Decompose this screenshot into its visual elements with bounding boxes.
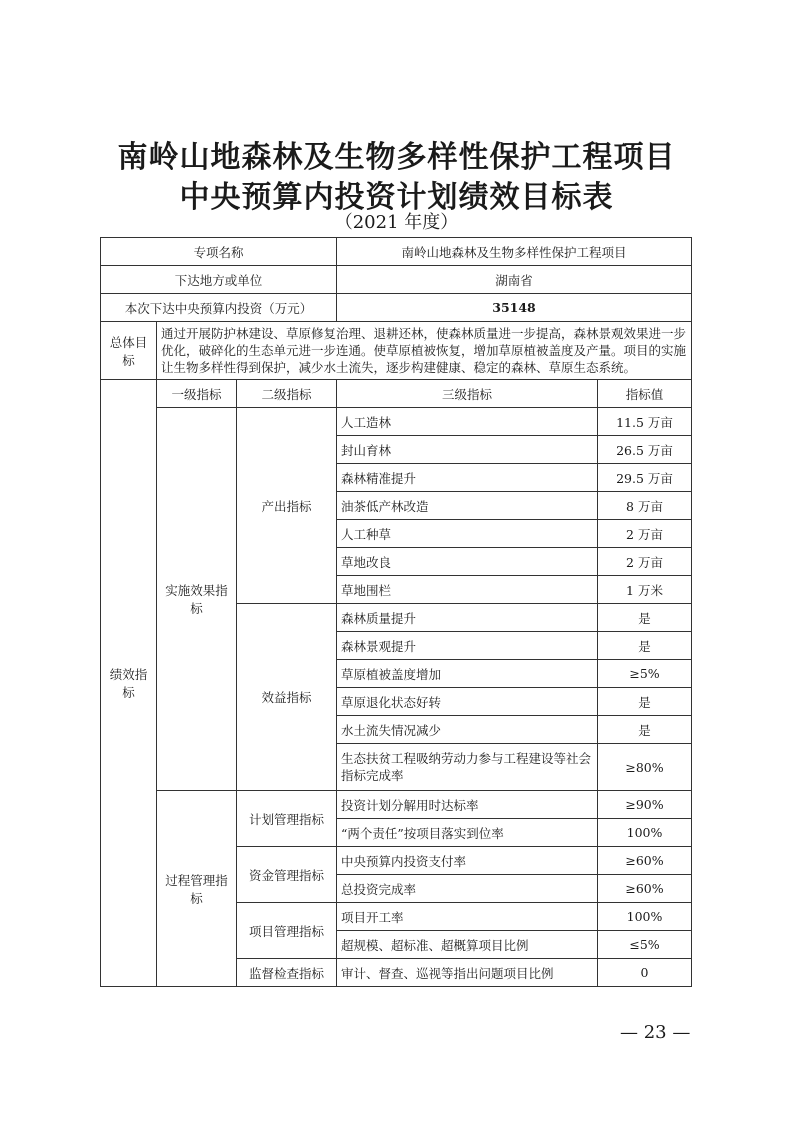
indicator-value: 是 <box>598 604 692 632</box>
level3-indicator: 油茶低产林改造 <box>337 492 598 520</box>
indicator-value: 29.5 万亩 <box>598 464 692 492</box>
header-level1: 一级指标 <box>157 380 237 408</box>
document-title-line2: 中央预算内投资计划绩效目标表 <box>179 180 614 215</box>
document-title-line1: 南岭山地森林及生物多样性保护工程项目 <box>117 140 676 175</box>
level3-indicator: 封山育林 <box>337 436 598 464</box>
indicator-row <box>101 408 692 436</box>
performance-target-table <box>100 237 692 987</box>
level3-indicator: 生态扶贫工程吸纳劳动力参与工程建设等社会指标完成率 <box>337 744 598 791</box>
level3-indicator: 人工造林 <box>337 408 598 436</box>
page-number: — 23 — <box>620 1022 691 1043</box>
level2-indicator: 监督检查指标 <box>237 959 337 987</box>
indicator-value: 2 万亩 <box>598 548 692 576</box>
overall-target-row <box>101 322 692 380</box>
overall-target-label: 总体目标 <box>101 322 157 380</box>
indicator-value: ≥60% <box>598 875 692 903</box>
level3-indicator: 中央预算内投资支付率 <box>337 847 598 875</box>
level3-indicator: 草地围栏 <box>337 576 598 604</box>
indicator-value: 2 万亩 <box>598 520 692 548</box>
level1-indicator: 过程管理指标 <box>157 791 237 987</box>
level2-indicator: 效益指标 <box>237 604 337 791</box>
indicator-value: 0 <box>598 959 692 987</box>
performance-indicator-label: 绩效指标 <box>101 380 157 987</box>
indicator-value: 100% <box>598 903 692 931</box>
indicator-value: ≥90% <box>598 791 692 819</box>
indicator-row <box>101 791 692 819</box>
indicator-value: ≤5% <box>598 931 692 959</box>
level2-indicator: 项目管理指标 <box>237 903 337 959</box>
level3-indicator: 项目开工率 <box>337 903 598 931</box>
header-level2: 二级指标 <box>237 380 337 408</box>
indicator-value: 100% <box>598 819 692 847</box>
indicator-value: 是 <box>598 716 692 744</box>
level3-indicator: 总投资完成率 <box>337 875 598 903</box>
indicator-value: 1 万米 <box>598 576 692 604</box>
indicator-value: ≥5% <box>598 660 692 688</box>
indicator-value: 是 <box>598 632 692 660</box>
indicator-header-row <box>101 380 692 408</box>
overall-target-text: 通过开展防护林建设、草原修复治理、退耕还林，使森林质量进一步提高，森林景观效果进一步优化，破碎化的生态单元进一步连通。使草原植被恢复，增加草原植被盖度及产量。项目的实施让生物多样性得到保护，减少水土流失，逐步构建健康、稳定的森林、草原生态系统。 <box>157 322 692 380</box>
header-level3: 三级指标 <box>337 380 598 408</box>
level3-indicator: 森林景观提升 <box>337 632 598 660</box>
table-body <box>101 238 692 987</box>
header-value: 指标值 <box>598 380 692 408</box>
project-name-value: 南岭山地森林及生物多样性保护工程项目 <box>337 238 692 266</box>
level3-indicator: 审计、督查、巡视等指出问题项目比例 <box>337 959 598 987</box>
indicator-value: 26.5 万亩 <box>598 436 692 464</box>
unit-value: 湖南省 <box>337 266 692 294</box>
investment-row <box>101 294 692 322</box>
level2-indicator: 资金管理指标 <box>237 847 337 903</box>
level3-indicator: 水土流失情况减少 <box>337 716 598 744</box>
level3-indicator: 超规模、超标准、超概算项目比例 <box>337 931 598 959</box>
indicator-value: 11.5 万亩 <box>598 408 692 436</box>
unit-label: 下达地方或单位 <box>101 266 337 294</box>
project-name-label: 专项名称 <box>101 238 337 266</box>
level3-indicator: 森林质量提升 <box>337 604 598 632</box>
level1-indicator: 实施效果指标 <box>157 408 237 791</box>
level2-indicator: 产出指标 <box>237 408 337 604</box>
level2-indicator: 计划管理指标 <box>237 791 337 847</box>
investment-label: 本次下达中央预算内投资（万元） <box>101 294 337 322</box>
indicator-value: 是 <box>598 688 692 716</box>
level3-indicator: “两个责任”按项目落实到位率 <box>337 819 598 847</box>
project-name-row <box>101 238 692 266</box>
level3-indicator: 草地改良 <box>337 548 598 576</box>
indicator-value: ≥60% <box>598 847 692 875</box>
level3-indicator: 森林精准提升 <box>337 464 598 492</box>
level3-indicator: 草原退化状态好转 <box>337 688 598 716</box>
level3-indicator: 人工种草 <box>337 520 598 548</box>
level3-indicator: 草原植被盖度增加 <box>337 660 598 688</box>
level3-indicator: 投资计划分解用时达标率 <box>337 791 598 819</box>
investment-value: 35148 <box>337 294 692 322</box>
document-year: （2021 年度） <box>334 212 459 233</box>
indicator-value: ≥80% <box>598 744 692 791</box>
indicator-value: 8 万亩 <box>598 492 692 520</box>
unit-row <box>101 266 692 294</box>
